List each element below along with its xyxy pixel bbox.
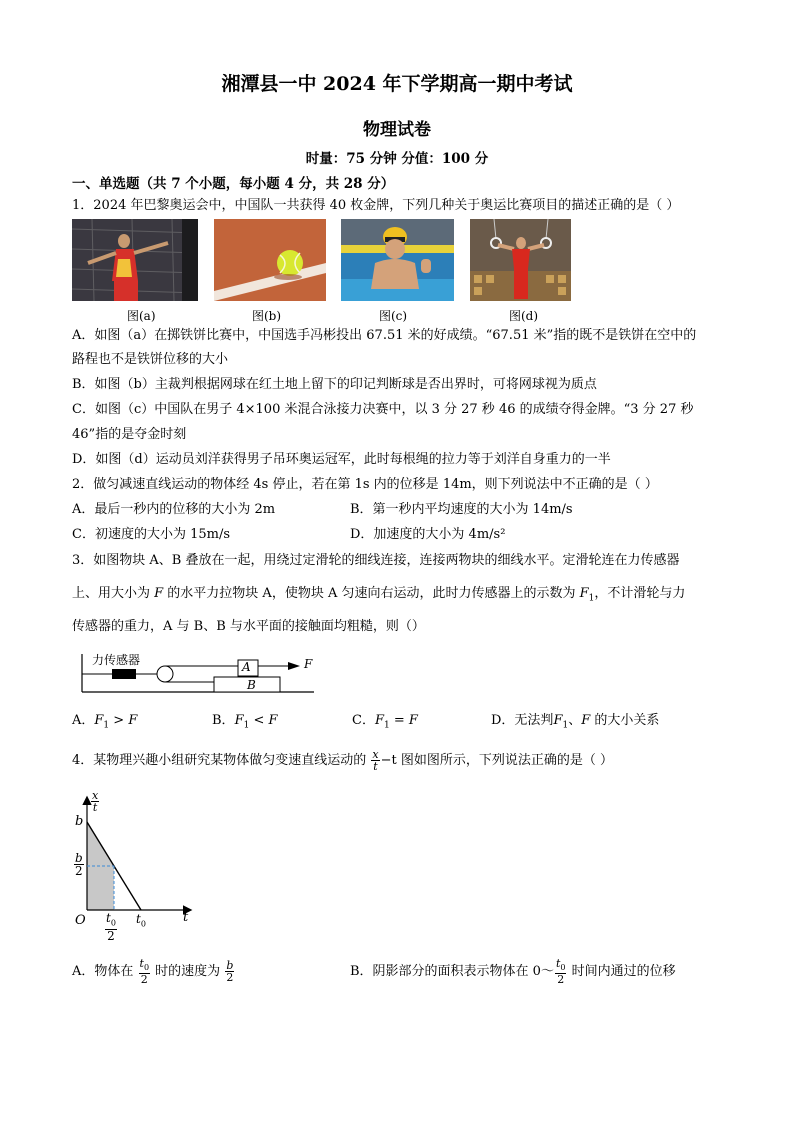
label-b: b — [75, 814, 84, 829]
x-over-t-fraction: $\frac{x}{t}$ — [372, 748, 379, 773]
q4-stem: 4．某物理兴趣小组研究某物体做匀变速直线运动的 $\frac{x}{t}$ −t 图如图所示，下列说法正确的是（ ） — [72, 748, 614, 773]
caption-a: 图(a) — [127, 309, 156, 323]
q1-option-a-line1: A．如图（a）在掷铁饼比赛中，中国选手冯彬投出 67.51 米的好成绩。“67.51 米”指的既不是铁饼在空中的 — [72, 328, 697, 343]
discus-thrower-image — [72, 219, 198, 301]
block-a-label: A — [242, 660, 251, 674]
q2-option-c: C．初速度的大小为 15m/s — [72, 527, 230, 542]
q2-option-a: A．最后一秒内的位移的大小为 2m — [72, 502, 276, 517]
q3-stem-line1: 3．如图物块 A、B 叠放在一起，用绕过定滑轮的细线连接，连接两物块的细线水平。定滑轮连在力传感器 — [72, 553, 680, 568]
q3-stem-line2: 上、用大小为 F 的水平力拉物块 A，使物块 A 匀速向右运动，此时力传感器上的示数为 $F_1$，不计滑轮与力 — [72, 586, 686, 604]
q2-option-b: B．第一秒内平均速度的大小为 14m/s — [350, 502, 573, 517]
q2-option-d: D．加速度的大小为 4m/s² — [350, 527, 506, 542]
q1-option-c-line2: 46”指的是夺金时刻 — [72, 427, 187, 442]
q4-option-a: A．物体在 $\frac{t_0}{2}$ 时的速度为 $\frac{b}{2}$ — [72, 957, 234, 987]
q2-stem: 2．做匀减速直线运动的物体经 4s 停止，若在第 1s 内的位移是 14m，则下列说法中不正确的是（ ） — [72, 477, 658, 492]
q3-option-a: A．$F_1 > F$ — [72, 713, 138, 731]
section-heading: 一、单选题（共 7 个小题，每小题 4 分，共 28 分） — [72, 176, 395, 192]
q3-option-b: B．$F_1 < F$ — [212, 713, 278, 731]
swimmer-photo — [341, 219, 454, 301]
page-title: 湘潭县一中 2024 年下学期高一期中考试 — [221, 73, 573, 95]
q3-option-c: C．$F_1 = F$ — [352, 713, 418, 731]
q1-option-c-line1: C．如图（c）中国队在男子 4×100 米混合泳接力决赛中，以 3 分 27 秒 46 的成绩夺得金牌。“3 分 27 秒 — [72, 402, 694, 417]
q1-stem: 1．2024 年巴黎奥运会中，中国队一共获得 40 枚金牌，下列几种关于奥运比赛项目的描述正确的是（ ） — [72, 198, 680, 213]
q3-stem-line3: 传感器的重力，A 与 B、B 与水平面的接触面均粗糙，则（） — [72, 619, 425, 634]
tennis-photo — [214, 219, 326, 301]
gymnast-rings-image — [470, 219, 571, 301]
t-axis-label: t — [183, 910, 189, 925]
discus-photo — [72, 219, 198, 301]
q1-option-a-line2: 路程也不是铁饼位移的大小 — [72, 352, 229, 367]
caption-c: 图(c) — [379, 309, 408, 323]
tennis-ball-image — [214, 219, 326, 301]
gymnast-photo — [470, 219, 571, 301]
label-t0: $t_0$ — [136, 912, 146, 929]
label-t0-half: $\frac{t_0}{2}$ — [106, 911, 116, 944]
q1-option-d: D．如图（d）运动员刘洋获得男子吊环奥运冠军，此时每根绳的拉力等于刘洋自身重力的一半 — [72, 452, 611, 467]
force-arrow — [288, 662, 300, 670]
swimmer-image — [341, 219, 454, 301]
sensor-label: 力传感器 — [92, 653, 141, 667]
q3-option-d: D．无法判$F_1$、F 的大小关系 — [491, 713, 660, 731]
block-b-label: B — [247, 678, 256, 692]
q4-option-b: B．阴影部分的面积表示物体在 0～ $\frac{t_0}{2}$ 时间内通过的位移 — [350, 957, 676, 987]
force-label: F — [304, 657, 313, 671]
y-axis-label: $\frac{x}{t}$ — [92, 789, 99, 814]
caption-b: 图(b) — [252, 309, 282, 323]
q1-option-b: B．如图（b）主裁判根据网球在红土地上留下的印记判断球是否出界时，可将网球视为质点 — [72, 377, 597, 392]
force-sensor-block — [112, 669, 136, 679]
page-subtitle: 物理试卷 — [363, 120, 431, 140]
origin-label: O — [75, 913, 86, 928]
label-b-half: $\frac{b}{2}$ — [75, 851, 83, 878]
caption-d: 图(d) — [509, 309, 539, 323]
exam-meta: 时量：75 分钟 分值：100 分 — [305, 151, 489, 167]
pulley-wheel — [157, 666, 173, 682]
